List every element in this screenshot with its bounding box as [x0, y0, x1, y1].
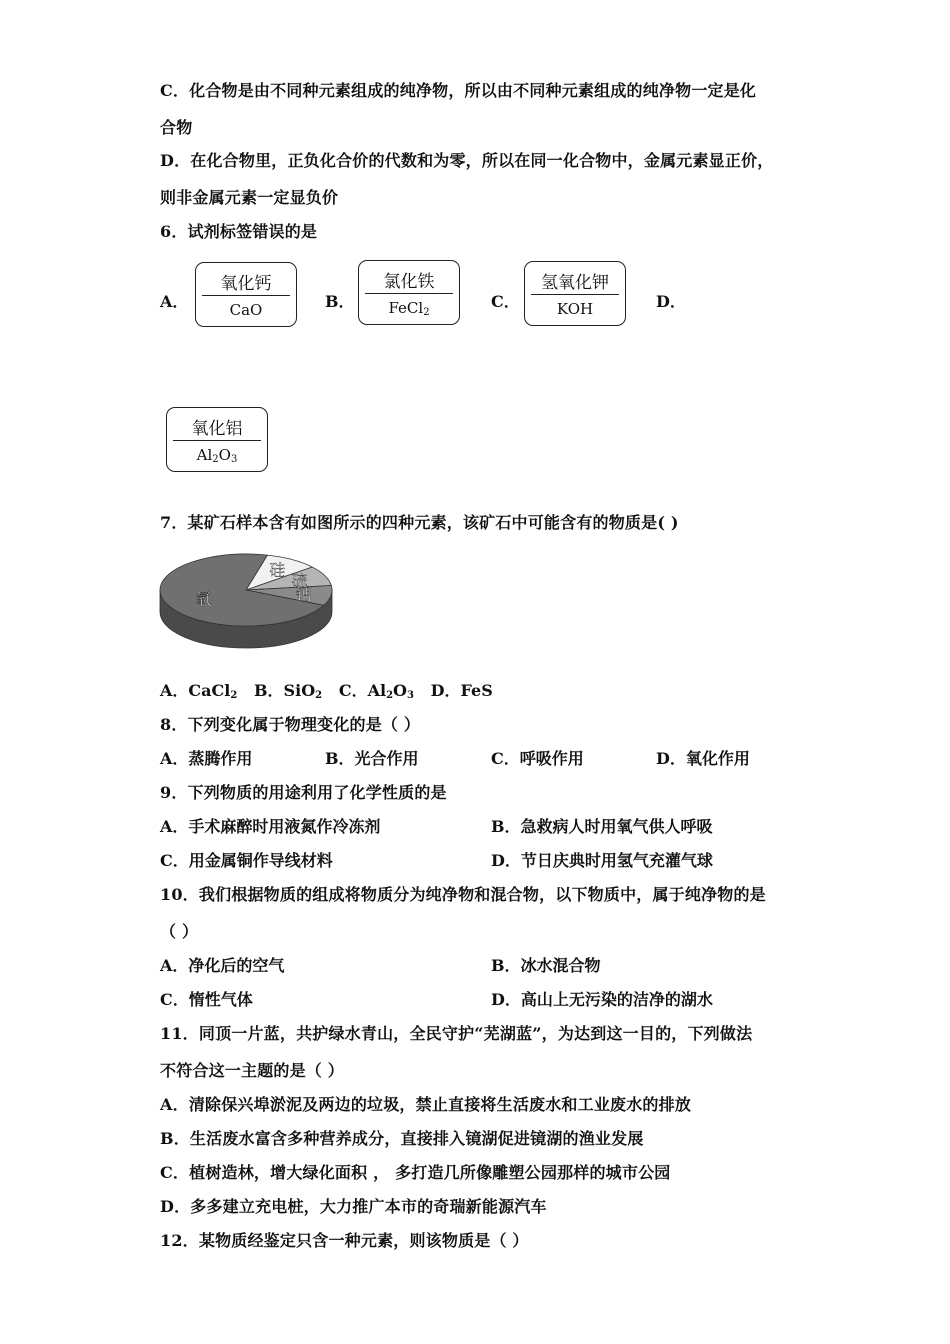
q7-option-a-text: A．CaCl [160, 681, 231, 700]
pie-label-1: 氧 [195, 589, 212, 609]
element-pie-chart [158, 545, 338, 655]
q10-option-d: D．高山上无污染的洁净的湖水 [491, 990, 713, 1009]
q10-option-c: C．惰性气体 [160, 990, 253, 1009]
q6-option-c-letter: C． [491, 292, 520, 311]
q6-option-c-label [524, 261, 626, 326]
q10-stem-line1: 10．我们根据物质的组成将物质分为纯净物和混合物，以下物质中，属于纯净物的是 [160, 885, 766, 904]
q9-stem: 9．下列物质的用途利用了化学性质的是 [160, 783, 447, 802]
q9-option-a: A．手术麻醉时用液氮作冷冻剂 [160, 817, 381, 836]
q10-option-b: B．冰水混合物 [491, 956, 601, 975]
q11-stem-line1: 11．同顶一片蓝，共护绿水青山，全民守护“芜湖蓝”，为达到这一目的，下列做法 [160, 1024, 753, 1043]
reagent-name: 氢氧化钾 [541, 273, 609, 293]
q7-option-d: D．FeS [430, 681, 493, 700]
q6-option-d-letter: D． [656, 292, 686, 311]
q11-option-b: B．生活废水富含多种营养成分，直接排入镜湖促进镜湖的渔业发展 [160, 1129, 644, 1148]
q5-option-c-line1: C．化合物是由不同种元素组成的纯净物，所以由不同种元素组成的纯净物一定是化 [160, 81, 757, 100]
formula-subscript: 2 [230, 690, 238, 701]
q7-option-b [254, 681, 322, 700]
q6-option-b-label [358, 260, 460, 325]
reagent-name: 氧化钙 [220, 274, 272, 294]
q11-stem-line2: 不符合这一主题的是（ ） [160, 1061, 344, 1080]
formula-subscript: 3 [406, 690, 414, 701]
q5-option-c-line2: 合物 [160, 118, 193, 137]
q9-option-c: C．用金属铜作导线材料 [160, 851, 333, 870]
q8-option-a: A．蒸腾作用 [160, 749, 253, 768]
q8-option-d: D．氧化作用 [656, 749, 750, 768]
q11-option-d: D．多多建立充电桩，大力推广本市的奇瑞新能源汽车 [160, 1197, 547, 1216]
label-divider [365, 293, 453, 294]
formula-subscript: 2 [423, 307, 430, 318]
q6-option-d-label [166, 407, 268, 472]
reagent-formula [359, 299, 459, 318]
formula-part: O [393, 681, 407, 700]
label-divider [173, 440, 261, 441]
q10-stem-line2: （ ） [160, 922, 199, 941]
q6-option-a-letter: A． [160, 292, 189, 311]
reagent-formula: CaO [229, 301, 263, 319]
q6-stem: 6．试剂标签错误的是 [160, 222, 318, 241]
reagent-name: 氯化铁 [383, 272, 435, 292]
q8-option-c: C．呼吸作用 [491, 749, 584, 768]
reagent-formula [167, 446, 267, 465]
q11-option-c: C．植树造林，增大绿化面积 ， 多打造几所像雕塑公园那样的城市公园 [160, 1163, 671, 1182]
q10-option-a: A．净化后的空气 [160, 956, 285, 975]
formula-part: Al [196, 446, 213, 464]
q5-option-d-line2: 则非金属元素一定显负价 [160, 188, 339, 207]
pie-label-2: 硅 [269, 560, 286, 580]
q7-option-c-text: C．Al [338, 681, 387, 700]
q7-options [160, 678, 493, 701]
reagent-name: 氧化铝 [191, 419, 243, 439]
formula-subscript: 3 [230, 454, 238, 465]
q11-option-a: A．清除保兴埠淤泥及两边的垃圾，禁止直接将生活废水和工业废水的排放 [160, 1095, 692, 1114]
q7-option-b-text: B．SiO [254, 681, 316, 700]
q6-option-a-label [195, 262, 297, 327]
pie-label-4: 钙 [295, 584, 312, 604]
q8-stem: 8．下列变化属于物理变化的是（ ） [160, 715, 421, 734]
formula-part: O [218, 446, 231, 464]
q7-option-a [160, 681, 237, 700]
pie-label-3: 硫 [291, 571, 308, 591]
label-divider [531, 294, 619, 295]
formula-subscript: 2 [386, 690, 394, 701]
formula-main: FeCl [388, 299, 424, 317]
reagent-formula: KOH [556, 300, 594, 318]
q8-option-b: B．光合作用 [325, 749, 419, 768]
label-divider [202, 295, 290, 296]
q7-stem: 7．某矿石样本含有如图所示的四种元素，该矿石中可能含有的物质是( ) [160, 513, 679, 532]
q12-stem: 12．某物质经鉴定只含一种元素，则该物质是（ ） [160, 1231, 529, 1250]
q7-option-c [339, 681, 414, 700]
q5-option-d-line1: D．在化合物里，正负化合价的代数和为零，所以在同一化合物中，金属元素显正价， [160, 151, 774, 170]
q9-option-b: B．急救病人时用氧气供人呼吸 [491, 817, 713, 836]
formula-subscript: 2 [212, 454, 219, 465]
formula-subscript: 2 [315, 690, 323, 701]
q6-option-b-letter: B． [325, 292, 355, 311]
q9-option-d: D．节日庆典时用氢气充灌气球 [491, 851, 713, 870]
